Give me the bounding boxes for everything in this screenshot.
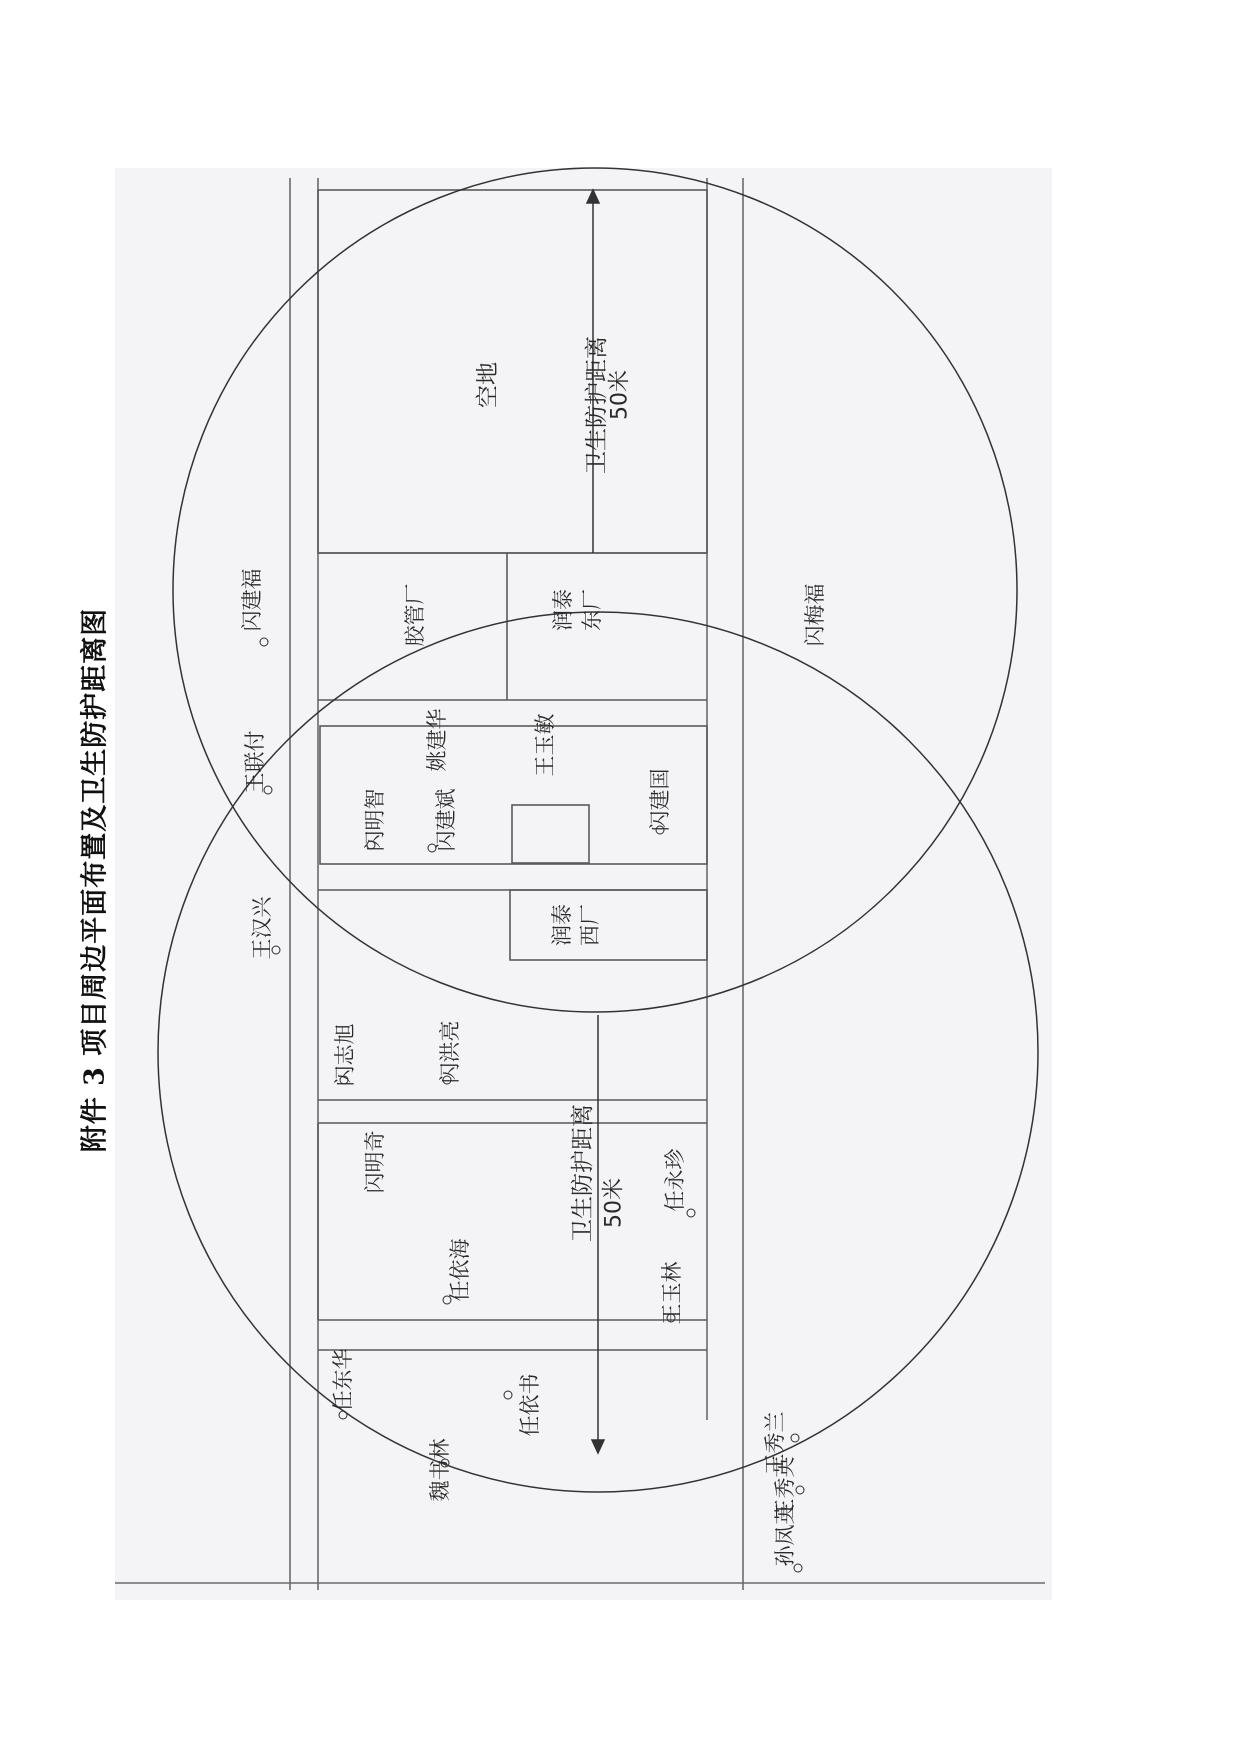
resident-label: 任永珍 bbox=[662, 1148, 687, 1212]
resident-label: 任依书 bbox=[517, 1373, 542, 1437]
resident-label: 闪梅福 bbox=[802, 583, 827, 647]
arrow-head bbox=[587, 190, 599, 203]
inner-structure bbox=[512, 805, 589, 863]
distance-value-north: 50米 bbox=[607, 370, 633, 420]
resident-label: 闪建国 bbox=[647, 768, 672, 832]
distance-label-north: 卫生防护距离 bbox=[583, 336, 610, 474]
resident-label: 任依海 bbox=[447, 1238, 472, 1302]
residence-marker bbox=[367, 841, 376, 850]
vacant-land-label: 空地 bbox=[474, 362, 501, 408]
runtai-west-plot bbox=[510, 890, 707, 960]
residence-marker bbox=[428, 844, 437, 853]
resident-label: 王秀兰 bbox=[762, 1411, 787, 1475]
runtai-west-label: 润泰 bbox=[549, 904, 574, 946]
resident-label: 王联付 bbox=[242, 730, 267, 794]
vacant-plot bbox=[318, 190, 707, 553]
resident-label: 孙凤英 bbox=[772, 1503, 797, 1567]
residence-marker bbox=[656, 826, 665, 835]
residence-marker bbox=[339, 1411, 348, 1420]
residence-marker bbox=[264, 786, 273, 795]
glue-factory-label: 胶管厂 bbox=[402, 583, 427, 647]
resident-label: 闪志旭 bbox=[332, 1023, 357, 1087]
residence-marker bbox=[791, 1434, 800, 1443]
resident-label: 任东华 bbox=[330, 1348, 355, 1412]
residence-marker bbox=[796, 1486, 805, 1495]
resident-label: 闪明奇 bbox=[362, 1130, 387, 1194]
residence-marker bbox=[441, 1459, 450, 1468]
resident-label: 闪洪亮 bbox=[437, 1020, 462, 1084]
runtai-east-label: 润泰 bbox=[550, 589, 575, 631]
residence-marker bbox=[504, 1391, 513, 1400]
residence-marker bbox=[687, 1209, 696, 1218]
resident-label: 闪建福 bbox=[239, 568, 264, 632]
resident-label: 王玉林 bbox=[659, 1261, 684, 1325]
resident-label: 魏书林 bbox=[427, 1438, 452, 1502]
resident-label: 王秀英 bbox=[772, 1456, 797, 1520]
resident-label: 王玉敏 bbox=[532, 713, 557, 777]
resident-label: 王汉兴 bbox=[249, 896, 274, 960]
residence-marker bbox=[272, 946, 281, 955]
arrow-head bbox=[592, 1440, 604, 1453]
resident-label: 闪建斌 bbox=[433, 788, 458, 852]
resident-label: 闪明智 bbox=[362, 788, 387, 852]
residence-marker bbox=[260, 638, 269, 647]
distance-label-south: 卫生防护距离 bbox=[569, 1104, 596, 1242]
distance-value-south: 50米 bbox=[601, 1178, 627, 1228]
runtai-west-suffix: 西厂 bbox=[577, 904, 602, 946]
residence-marker bbox=[794, 1564, 803, 1573]
residence-marker bbox=[340, 1076, 349, 1085]
residence-marker bbox=[443, 1076, 452, 1085]
residence-marker bbox=[667, 1314, 676, 1323]
residence-marker bbox=[443, 1296, 452, 1305]
document-title: 附件 3 项目周边平面布置及卫生防护距离图 bbox=[79, 607, 111, 1153]
resident-label: 姚建华 bbox=[424, 708, 449, 772]
runtai-east-suffix: 东厂 bbox=[579, 589, 604, 631]
